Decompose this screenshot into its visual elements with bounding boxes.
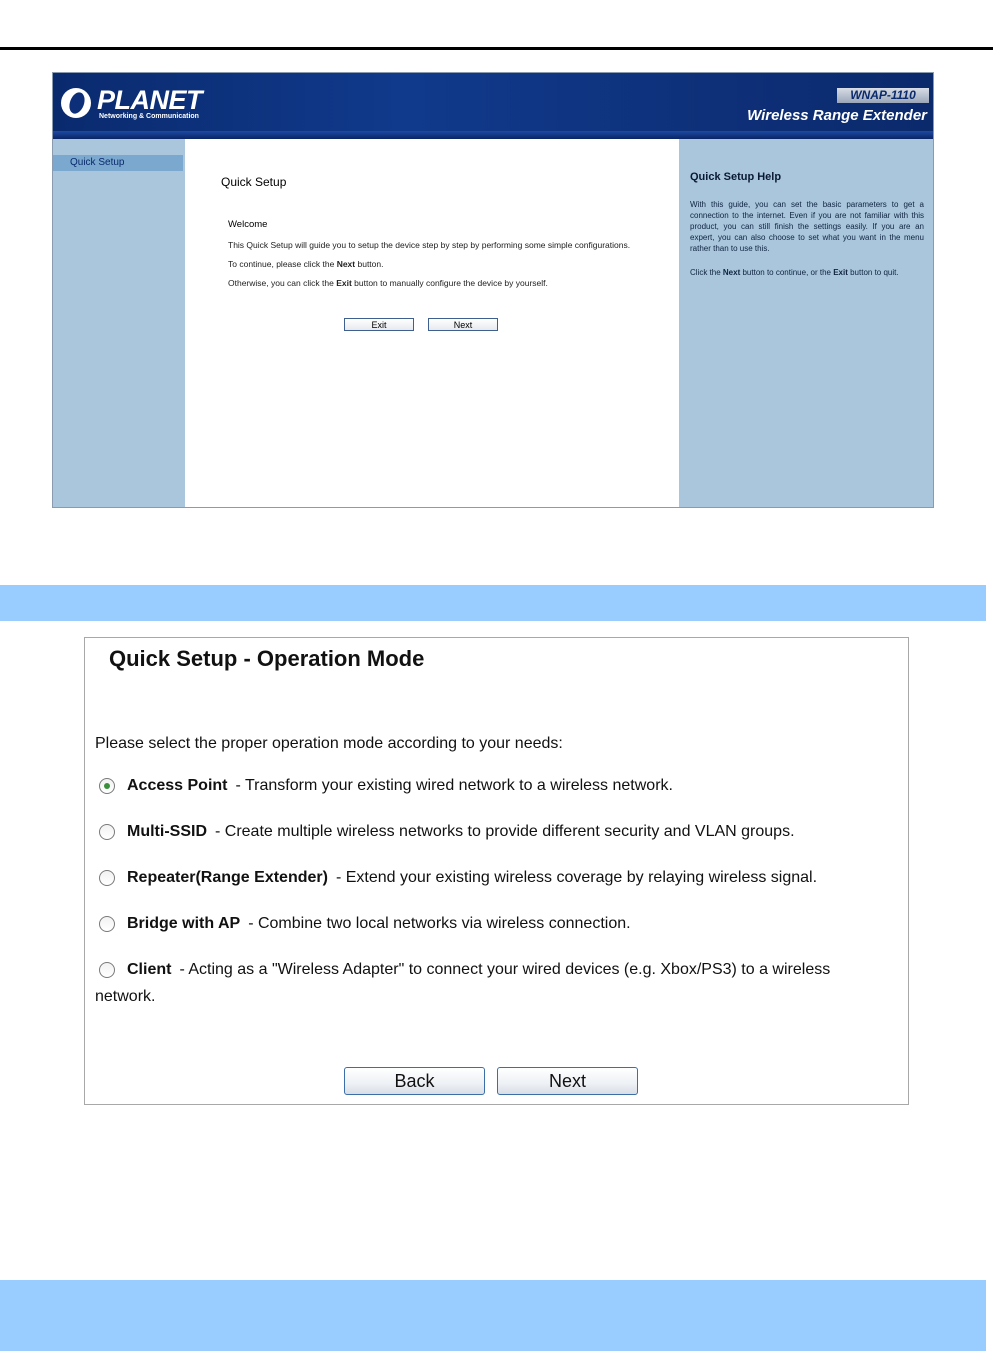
- footer-bar: [0, 1280, 986, 1351]
- option-description: - Transform your existing wired network to a wireless network.: [235, 777, 673, 794]
- sidebar: [53, 139, 185, 507]
- option-client[interactable]: [99, 961, 830, 979]
- intro-text: This Quick Setup will guide you to setup the device step by step by performing some simple configurations.: [228, 240, 631, 250]
- option-name: Repeater(Range Extender): [127, 869, 328, 886]
- exit-text: Otherwise, you can click the Exit button to manually configure the device by yourself.: [228, 278, 548, 288]
- option-description: - Create multiple wireless networks to provide different security and VLAN groups.: [215, 823, 795, 840]
- operation-mode-prompt: Please select the proper operation mode according to your needs:: [95, 735, 563, 752]
- operation-mode-title: Quick Setup - Operation Mode: [109, 646, 425, 671]
- option-name: Bridge with AP: [127, 915, 241, 932]
- model-badge: WNAP-1110: [837, 88, 929, 103]
- operation-mode-panel: [84, 637, 909, 1105]
- option-description: - Acting as a "Wireless Adapter" to connect your wired devices (e.g. Xbox/PS3) to a wireless: [179, 961, 831, 978]
- option-access-point[interactable]: [99, 777, 673, 795]
- help-title: Quick Setup Help: [690, 171, 782, 183]
- help-text: With this guide, you can set the basic parameters to get a connection to the internet. Even if you are not familiar with this product, you can still finish the settings easily. If you are an expert, you can also choose to set what you want in the menu rather than to use this.: [690, 200, 924, 253]
- help-panel: [679, 139, 933, 507]
- radio-icon[interactable]: [99, 870, 115, 886]
- product-name: Wireless Range Extender: [747, 107, 927, 124]
- banner-stripe: [53, 131, 933, 139]
- option-name: Multi-SSID: [127, 823, 207, 840]
- option-name: Client: [127, 961, 172, 978]
- page-header-rule: [0, 47, 993, 50]
- option-multi-ssid[interactable]: [99, 823, 795, 841]
- option-description: - Combine two local networks via wireless connection.: [248, 915, 631, 932]
- planet-logo-icon: [61, 88, 91, 118]
- section-bar: [0, 585, 986, 621]
- radio-icon[interactable]: [99, 824, 115, 840]
- back-button[interactable]: Back: [344, 1067, 485, 1095]
- help-instructions: Click the Next button to continue, or the Exit button to quit.: [690, 268, 899, 277]
- next-button[interactable]: Next: [497, 1067, 638, 1095]
- next-button[interactable]: Next: [428, 318, 498, 331]
- logo-text: PLANET: [97, 85, 202, 115]
- option-repeater[interactable]: [99, 869, 817, 887]
- radio-icon[interactable]: [99, 962, 115, 978]
- planet-logo: [61, 85, 202, 122]
- logo-tagline: Networking & Communication: [99, 113, 199, 120]
- option-description: - Extend your existing wireless coverage by relaying wireless signal.: [335, 869, 818, 886]
- page-title: Quick Setup: [221, 175, 287, 189]
- main-content: [185, 139, 679, 507]
- continue-text: To continue, please click the Next button.: [228, 259, 384, 269]
- radio-selected-icon[interactable]: [99, 778, 115, 794]
- router-web-ui-screenshot: [52, 72, 934, 508]
- exit-button[interactable]: Exit: [344, 318, 414, 331]
- client-description-wrap: network.: [95, 988, 156, 1005]
- sidebar-item-quick-setup[interactable]: Quick Setup: [53, 155, 183, 171]
- radio-icon[interactable]: [99, 916, 115, 932]
- option-bridge-with-ap[interactable]: [99, 915, 631, 933]
- welcome-heading: Welcome: [228, 219, 268, 230]
- header-banner: [53, 73, 933, 139]
- option-name: Access Point: [127, 777, 228, 794]
